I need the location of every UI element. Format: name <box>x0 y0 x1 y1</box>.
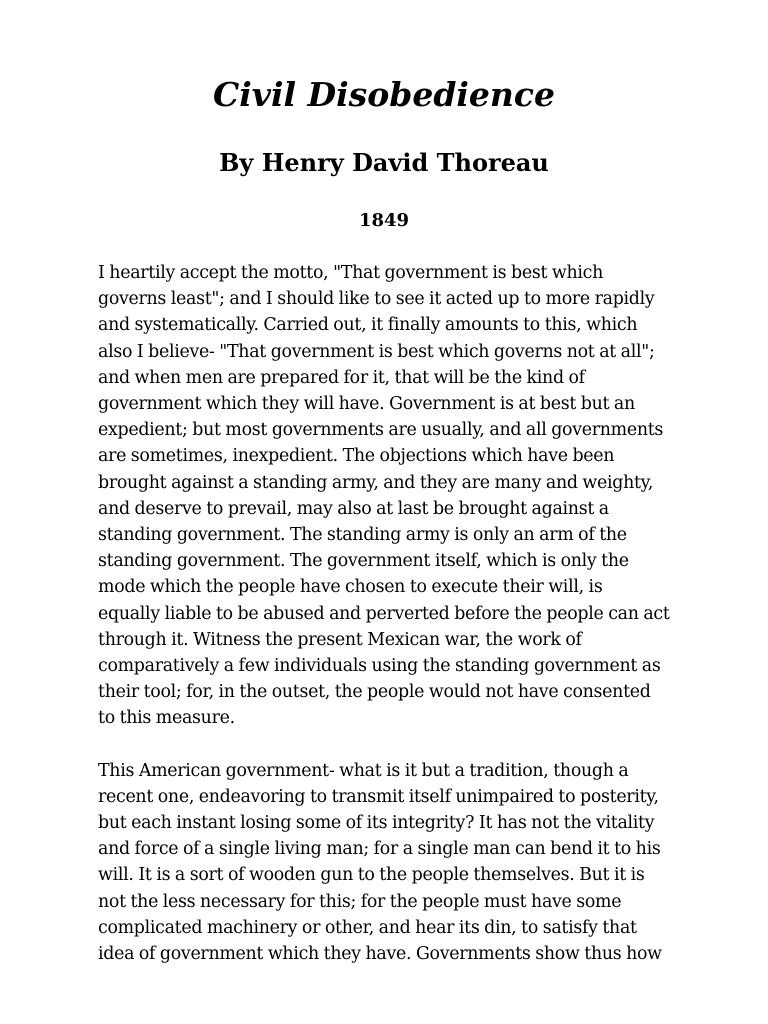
text-line: equally liable to be abused and perverted before the people can act <box>98 603 670 624</box>
text-line: through it. Witness the present Mexican war, the work of <box>98 629 582 650</box>
document-year: 1849 <box>358 210 410 231</box>
document-body <box>98 260 688 993</box>
document-author: By Henry David Thoreau <box>219 148 549 177</box>
text-line: recent one, endeavoring to transmit itself unimpaired to posterity, <box>98 786 659 807</box>
text-line: This American government- what is it but a tradition, though a <box>98 760 629 781</box>
text-line: not the less necessary for this; for the people must have some <box>98 891 622 912</box>
paragraph-2 <box>98 758 688 968</box>
text-line: are sometimes, inexpedient. The objections which have been <box>98 446 615 467</box>
text-line: I heartily accept the motto, "That government is best which <box>98 263 603 283</box>
text-line: standing government. The standing army is only an arm of the <box>98 525 627 546</box>
text-line: and force of a single living man; for a single man can bend it to his <box>98 839 661 860</box>
paragraph-1 <box>98 260 688 732</box>
text-line: and deserve to prevail, may also at last be brought against a <box>98 498 609 519</box>
text-line: comparatively a few individuals using the standing government as <box>98 656 661 677</box>
text-line: brought against a standing army, and they are many and weighty, <box>98 472 654 493</box>
text-line: expedient; but most governments are usually, and all governments <box>98 420 664 441</box>
text-line: standing government. The government itself, which is only the <box>98 551 629 572</box>
text-line: also I believe- "That government is best which governs not at all"; <box>98 341 655 362</box>
text-line: complicated machinery or other, and hear its din, to satisfy that <box>98 917 637 938</box>
text-line: to this measure. <box>98 708 235 729</box>
text-line: will. It is a sort of wooden gun to the people themselves. But it is <box>98 865 645 886</box>
text-line: their tool; for, in the outset, the people would not have consented <box>98 682 651 703</box>
text-line: and systematically. Carried out, it finally amounts to this, which <box>98 315 638 336</box>
document-title: Civil Disobedience <box>212 75 556 114</box>
text-line: but each instant losing some of its integrity? It has not the vitality <box>98 813 655 834</box>
text-line: and when men are prepared for it, that will be the kind of <box>98 367 585 388</box>
text-line: government which they will have. Government is at best but an <box>98 394 635 415</box>
text-line: governs least"; and I should like to see it acted up to more rapidly <box>98 289 655 310</box>
text-line: mode which the people have chosen to execute their will, is <box>98 577 603 598</box>
text-line: idea of government which they have. Governments show thus how <box>98 944 662 965</box>
